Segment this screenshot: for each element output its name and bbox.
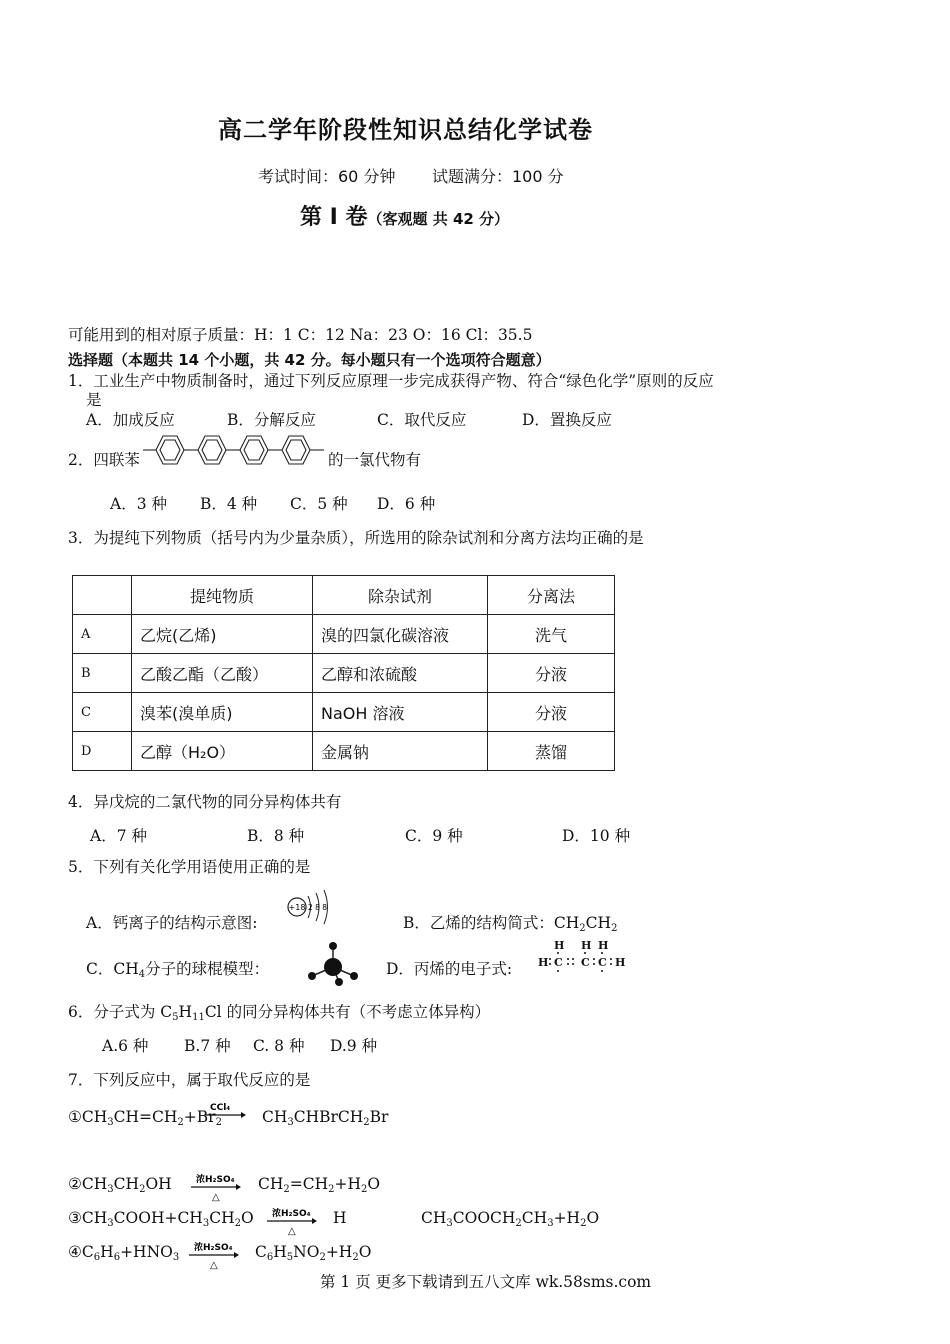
section-title: 选择题（本题共 14 个小题，共 42 分。每小题只有一个选项符合题意） bbox=[68, 351, 551, 369]
table-cell: A bbox=[73, 615, 132, 654]
svg-text:H: H bbox=[615, 956, 626, 969]
table-cell: 分液 bbox=[488, 693, 615, 732]
svg-text:△: △ bbox=[288, 1226, 296, 1236]
exam-time: 考试时间：60 分钟 bbox=[258, 167, 396, 186]
table-cell: 溴的四氯化碳溶液 bbox=[313, 615, 488, 654]
q1-option-c: C．取代反应 bbox=[377, 411, 467, 429]
q4-option-b: B．8 种 bbox=[247, 827, 305, 845]
q6-option-a: A.6 种 bbox=[102, 1037, 149, 1055]
q2-prefix: 2．四联苯 bbox=[68, 451, 140, 469]
table-cell: 乙醇（H₂O） bbox=[132, 732, 313, 771]
exam-score: 试题满分：100 分 bbox=[432, 167, 564, 186]
q2-option-a: A．3 种 bbox=[110, 495, 167, 513]
table-cell: C bbox=[73, 693, 132, 732]
svg-text:△: △ bbox=[210, 1260, 218, 1270]
reaction-arrow-icon bbox=[204, 1100, 246, 1122]
q1-option-b: B．分解反应 bbox=[227, 411, 316, 429]
q4-option-d: D．10 种 bbox=[562, 827, 631, 845]
q7-reaction-2: $②CH_3CH_2OH$ bbox=[68, 1175, 172, 1195]
page-title: 高二学年阶段性知识总结化学试卷 bbox=[218, 116, 593, 144]
q6-option-d: D.9 种 bbox=[330, 1037, 378, 1055]
table-cell: D bbox=[73, 732, 132, 771]
q7-reaction-3-product: $CH_3COOCH_2CH_3+H_2O$ bbox=[421, 1209, 600, 1229]
table-cell: 洗气 bbox=[488, 615, 615, 654]
svg-text:浓H₂SO₄: 浓H₂SO₄ bbox=[196, 1175, 235, 1185]
q2-option-b: B．4 种 bbox=[200, 495, 258, 513]
table-header-cell: 除杂试剂 bbox=[313, 576, 488, 615]
svg-text:H: H bbox=[538, 956, 549, 969]
table-cell: 乙烷(乙烯) bbox=[132, 615, 313, 654]
q7-reaction-3-h: H bbox=[333, 1209, 347, 1227]
q7-reaction-1: $①CH_3CH=CH_2+Br_2$ $CH_3CHBrCH_2Br$ bbox=[68, 1108, 389, 1128]
table-cell: 金属钠 bbox=[313, 732, 488, 771]
methane-ball-stick-model-icon bbox=[306, 940, 360, 988]
purification-table bbox=[72, 575, 615, 771]
svg-text:H: H bbox=[581, 939, 592, 952]
q2-option-c: C．5 种 bbox=[290, 495, 348, 513]
table-cell: 溴苯(溴单质) bbox=[132, 693, 313, 732]
q1-option-a: A．加成反应 bbox=[86, 411, 175, 429]
table-cell: 乙醇和浓硫酸 bbox=[313, 654, 488, 693]
svg-text:C: C bbox=[598, 956, 607, 969]
q1-stem-cont: 是 bbox=[86, 391, 102, 409]
svg-text:H: H bbox=[554, 939, 565, 952]
q7-reaction-4: $④C_6H_6+HNO_3$ bbox=[68, 1243, 180, 1263]
svg-text:浓H₂SO₄: 浓H₂SO₄ bbox=[194, 1243, 233, 1253]
table-cell: NaOH 溶液 bbox=[313, 693, 488, 732]
q4-stem: 4．异戊烷的二氯代物的同分异构体共有 bbox=[68, 793, 342, 811]
q4-option-c: C．9 种 bbox=[405, 827, 463, 845]
table-cell: B bbox=[73, 654, 132, 693]
svg-text:△: △ bbox=[212, 1192, 220, 1202]
table-cell: 分液 bbox=[488, 654, 615, 693]
q5-option-a: A．钙离子的结构示意图: bbox=[86, 914, 258, 932]
q5-stem: 5．下列有关化学用语使用正确的是 bbox=[68, 858, 311, 876]
table-header-cell: 分离法 bbox=[488, 576, 615, 615]
svg-text:浓H₂SO₄: 浓H₂SO₄ bbox=[272, 1209, 311, 1219]
q5-option-d: D．丙烯的电子式: bbox=[386, 960, 513, 978]
q3-stem: 3．为提纯下列物质（括号内为少量杂质），所选用的除杂试剂和分离方法均正确的是 bbox=[68, 529, 644, 547]
svg-text:2 8 8: 2 8 8 bbox=[308, 903, 328, 912]
svg-text:+18: +18 bbox=[288, 903, 306, 912]
q2-suffix: 的一氯代物有 bbox=[328, 451, 422, 469]
q5-option-c: C．$CH_4$分子的球棍模型： bbox=[86, 960, 270, 980]
volume-title: 第 I 卷（客观题 共 42 分） bbox=[300, 205, 510, 230]
q5-option-b: B．乙烯的结构简式：$CH_2CH_2$ bbox=[403, 914, 618, 934]
table-cell: 乙酸乙酯（乙酸） bbox=[132, 654, 313, 693]
svg-text:CCl₄: CCl₄ bbox=[210, 1103, 231, 1113]
calcium-ion-diagram-icon bbox=[286, 888, 338, 928]
reaction-arrow-icon bbox=[188, 1240, 240, 1270]
table-row bbox=[73, 654, 615, 693]
page-footer: 第 1 页 更多下载请到五八文库 wk.58sms.com bbox=[320, 1273, 652, 1291]
q6-stem: 6．分子式为 $C_5H_{11}Cl$ 的同分异构体共有（不考虑立体异构） bbox=[68, 1003, 491, 1023]
reaction-arrow-icon bbox=[266, 1206, 318, 1236]
table-header-cell bbox=[73, 576, 132, 615]
table-row bbox=[73, 693, 615, 732]
q4-option-a: A．7 种 bbox=[90, 827, 147, 845]
q6-option-b: B.7 种 bbox=[184, 1037, 231, 1055]
q2-option-d: D．6 种 bbox=[377, 495, 436, 513]
table-header-cell: 提纯物质 bbox=[132, 576, 313, 615]
table-row bbox=[73, 615, 615, 654]
table-cell: 蒸馏 bbox=[488, 732, 615, 771]
q1-option-d: D．置换反应 bbox=[522, 411, 612, 429]
quaterphenyl-structure-icon bbox=[143, 432, 329, 468]
q6-option-c: C. 8 种 bbox=[253, 1037, 305, 1055]
svg-text:H: H bbox=[598, 939, 609, 952]
q1-stem: 1．工业生产中物质制备时，通过下列反应原理一步完成获得产物、符合“绿色化学”原则的反应 bbox=[68, 372, 714, 390]
q7-reaction-3: $③CH_3COOH+CH_3CH_2O$ bbox=[68, 1209, 254, 1229]
propene-electron-formula-icon bbox=[536, 938, 630, 978]
atomic-mass-line: 可能用到的相对原子质量：H：1 C：12 Na：23 O：16 Cl：35.5 bbox=[68, 326, 533, 344]
q7-reaction-4-product: $C_6H_5NO_2+H_2O$ bbox=[255, 1243, 372, 1263]
svg-text:C: C bbox=[554, 956, 563, 969]
table-header-row bbox=[73, 576, 615, 615]
svg-text:C: C bbox=[581, 956, 590, 969]
reaction-arrow-icon bbox=[190, 1172, 242, 1202]
q7-reaction-2-product: $CH_2=CH_2+H_2O$ bbox=[258, 1175, 381, 1195]
table-row bbox=[73, 732, 615, 771]
q7-stem: 7．下列反应中，属于取代反应的是 bbox=[68, 1071, 311, 1089]
